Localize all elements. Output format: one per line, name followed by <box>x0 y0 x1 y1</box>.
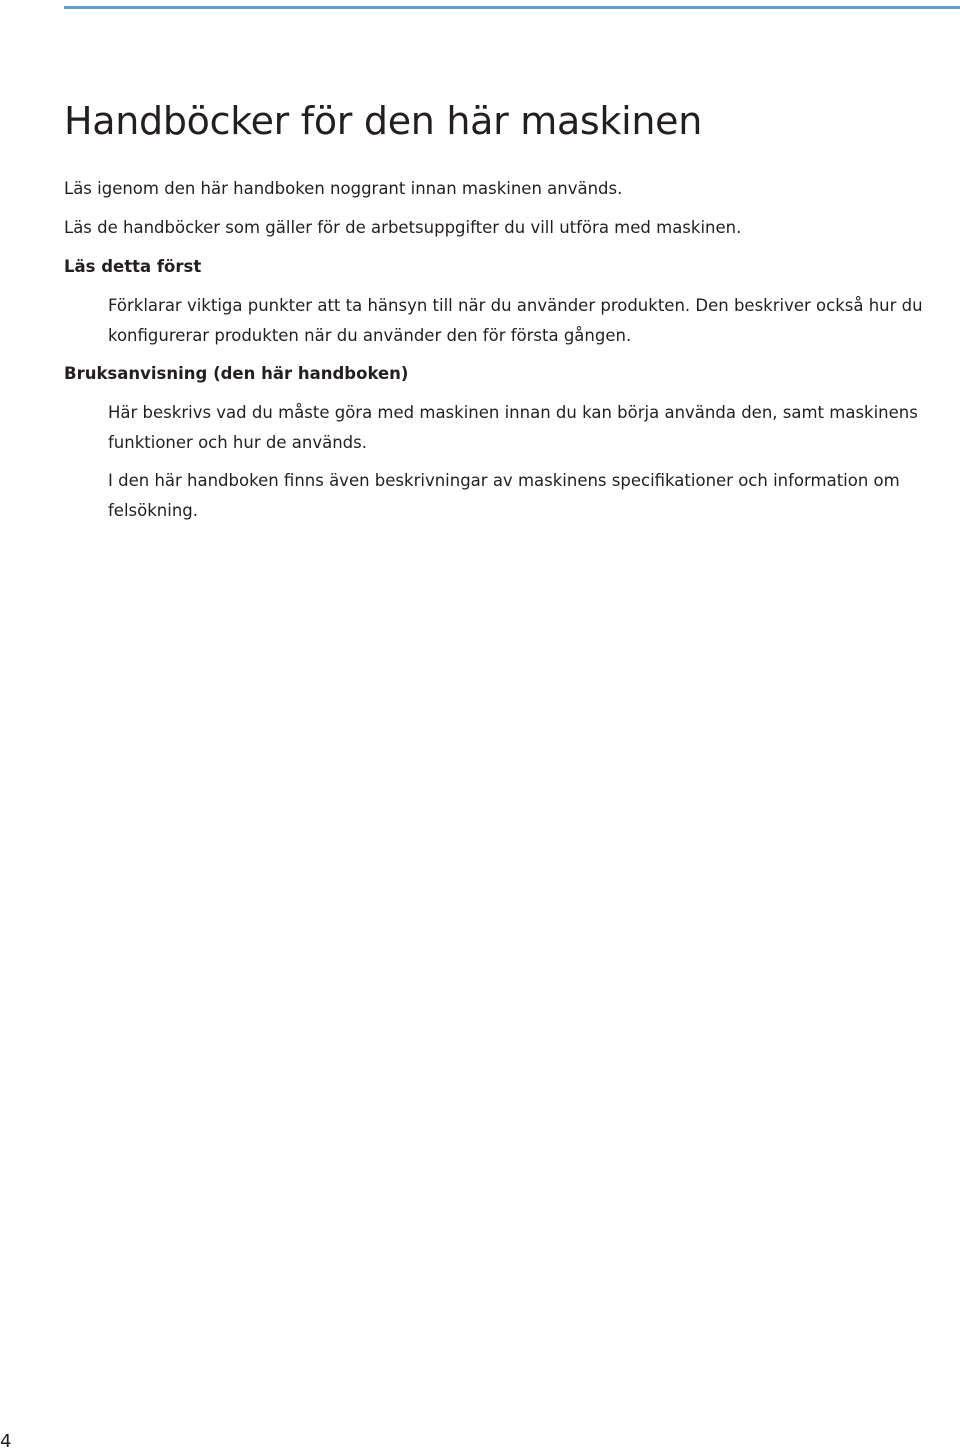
manual-title: Läs detta först <box>64 257 202 276</box>
page-content <box>64 174 944 534</box>
manual-entry-operating-instructions <box>64 359 944 526</box>
intro-paragraph: Läs igenom den här handboken noggrant innan maskinen används. <box>64 179 623 198</box>
page-title: Handböcker för den här maskinen <box>64 99 703 143</box>
manual-description: Förklarar viktiga punkter att ta hänsyn till när du använder produkten. Den beskriver också hur du konfigurerar produkten när du använder den för första gången. <box>108 296 923 345</box>
manual-title: Bruksanvisning (den här handboken) <box>64 364 409 383</box>
page-number: 4 <box>0 1431 12 1452</box>
header-rule <box>64 6 960 9</box>
intro-paragraph: Läs de handböcker som gäller för de arbetsuppgifter du vill utföra med maskinen. <box>64 218 742 237</box>
manual-description: Här beskrivs vad du måste göra med maskinen innan du kan börja använda den, samt maskinens funktioner och hur de används. <box>108 403 918 452</box>
manual-entry-read-first <box>64 252 944 351</box>
manual-description: I den här handboken finns även beskrivningar av maskinens specifikationer och information om felsökning. <box>108 471 900 520</box>
